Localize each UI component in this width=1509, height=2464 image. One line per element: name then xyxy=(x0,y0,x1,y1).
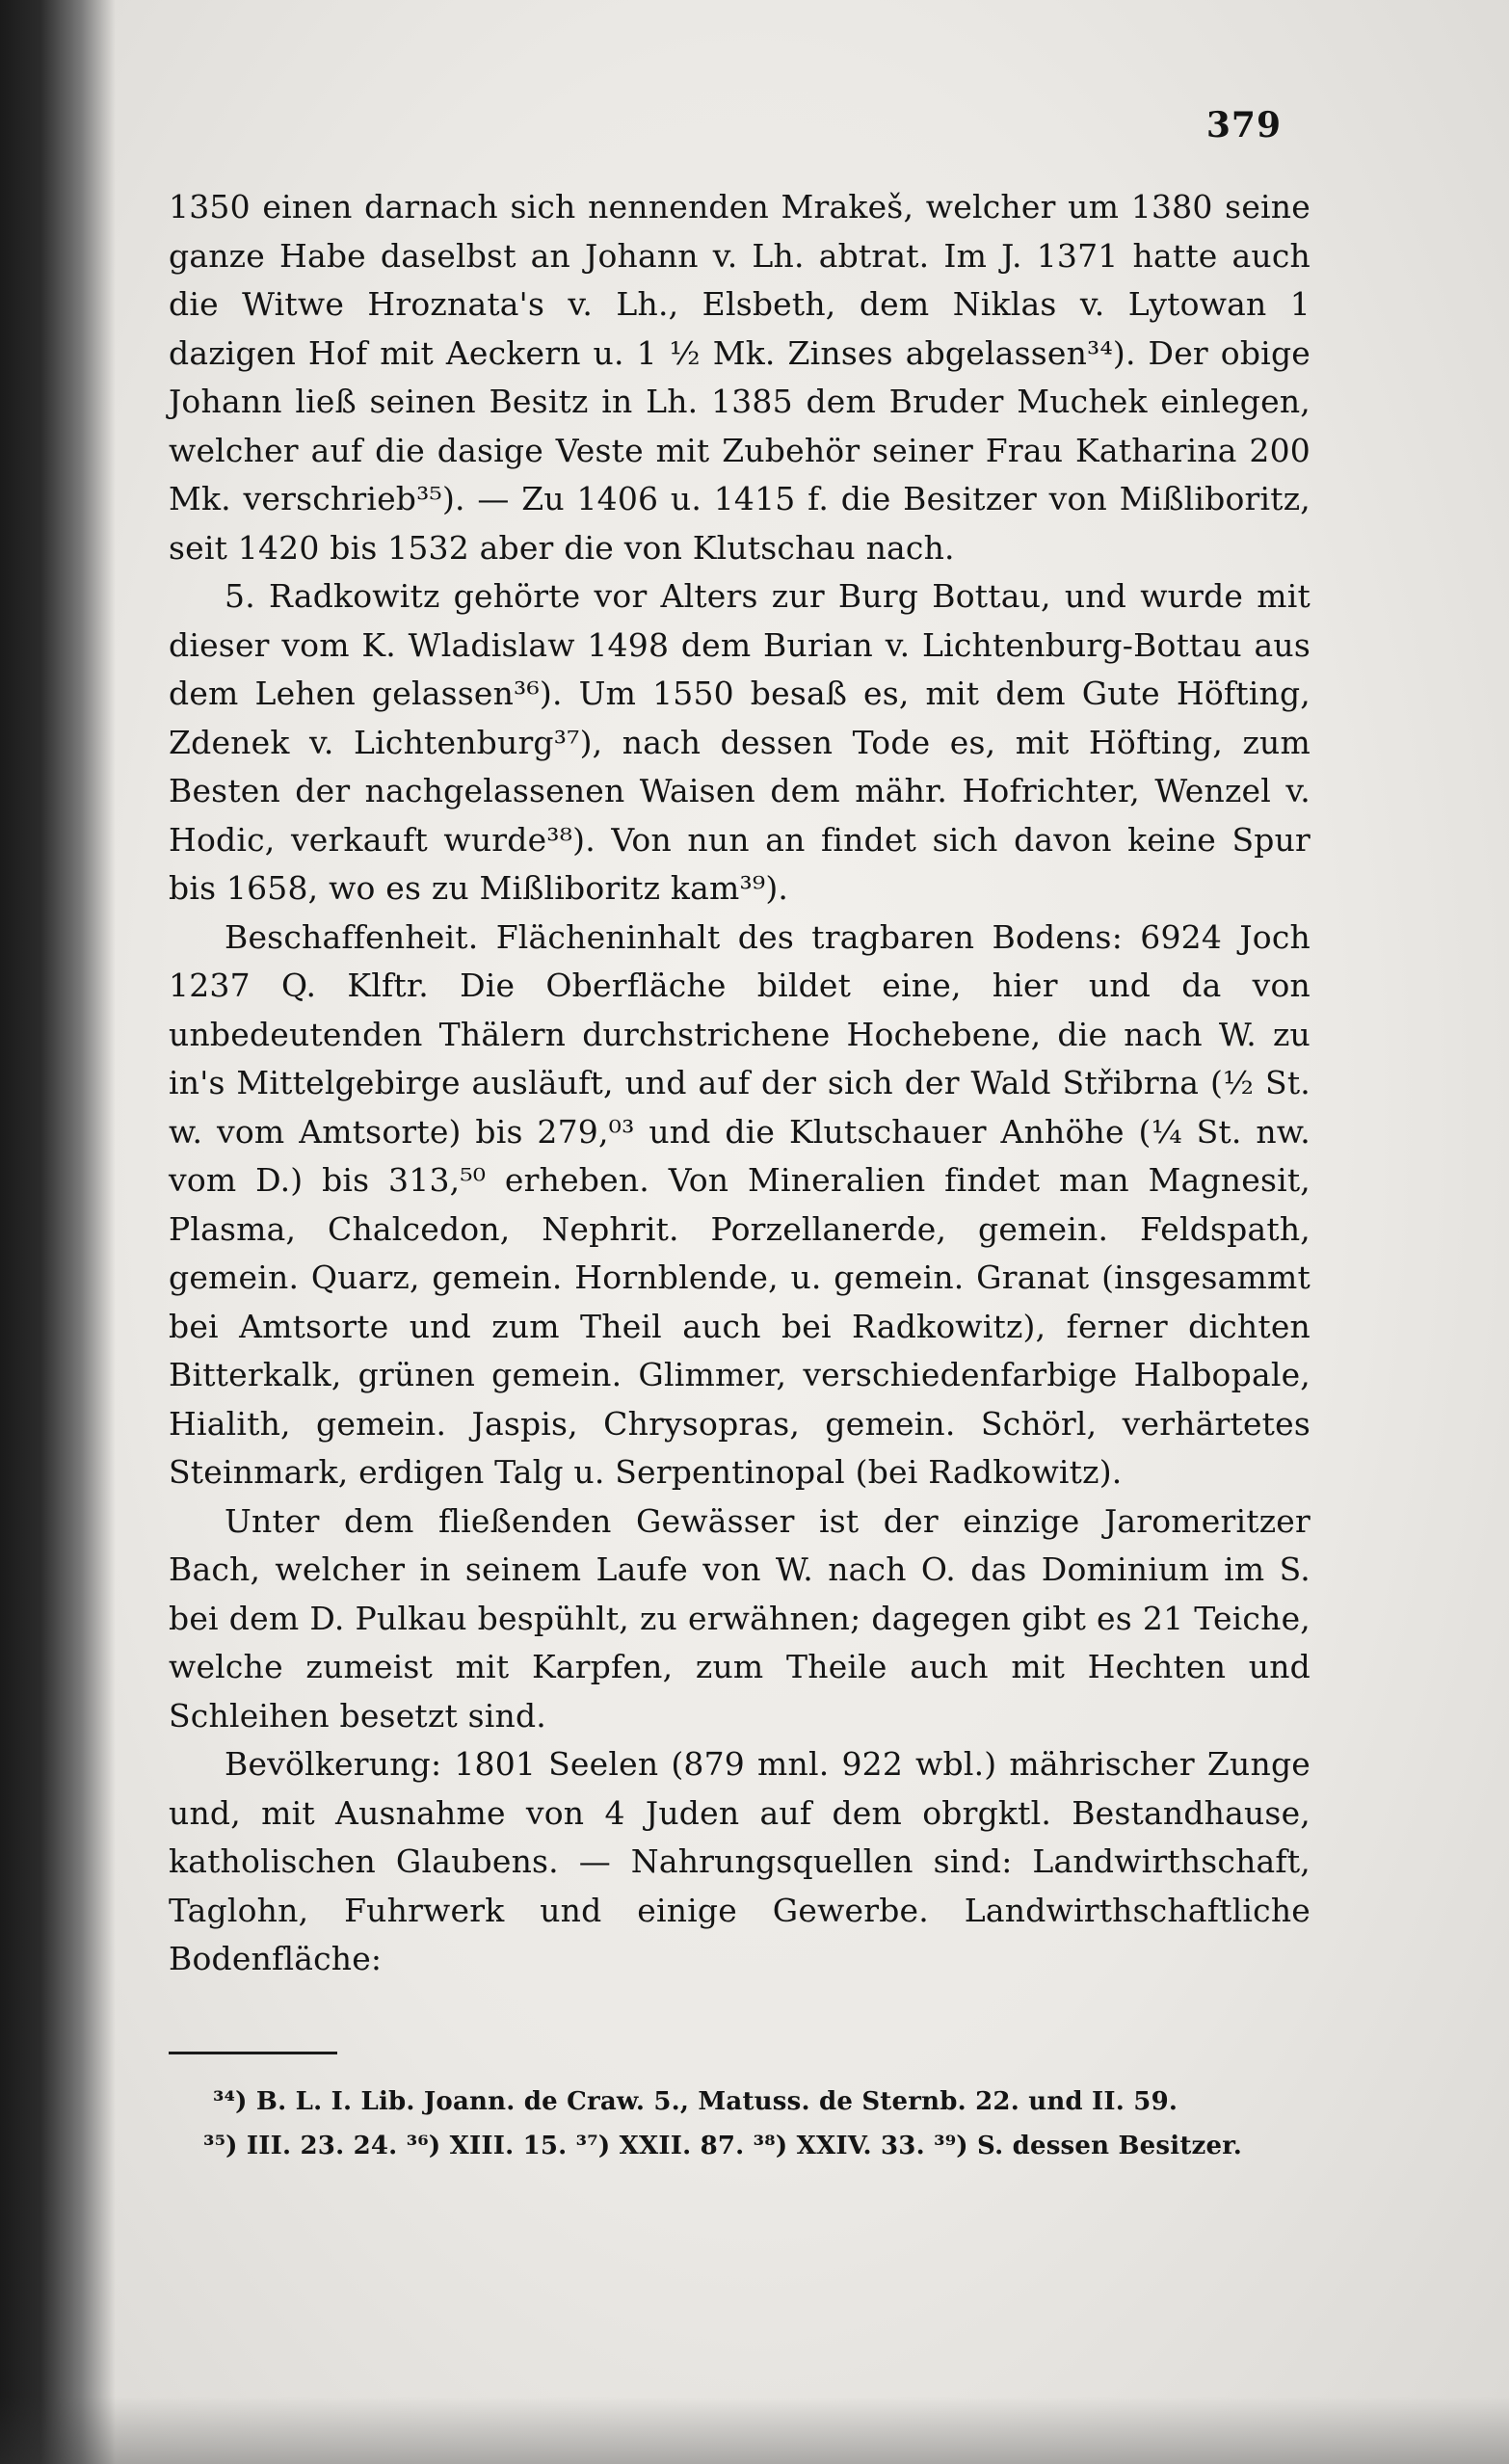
footnote-line: ³⁵) III. 23. 24. ³⁶) XIII. 15. ³⁷) XXII. 87. ³⁸) XXIV. 33. ³⁹) S. dessen Besitzer. xyxy=(203,2131,1242,2160)
page-number: 379 xyxy=(1205,105,1282,146)
book-binding-shadow xyxy=(0,0,116,2464)
body-text xyxy=(169,183,1310,1984)
footnote-separator xyxy=(169,2052,337,2054)
paragraph-radkowitz: 5. Radkowitz gehörte vor Alters zur Burg Bottau, und wurde mit dieser vom K. Wladislaw 1498 dem Burian v. Lichtenburg-Bottau aus dem Lehen gelassen³⁶). Um 1550 besaß es, mit dem Gute Höfting, Zdenek v. Lichtenburg³⁷), nach dessen Tode es, mit Höfting, zum Besten der nachgelassenen Waisen dem mähr. Hofrichter, Wenzel v. Hodic, verkauft wurde³⁸). Von nun an findet sich davon keine Spur bis 1658, wo es zu Mißliboritz kam³⁹). xyxy=(169,577,1310,907)
footnotes xyxy=(169,2080,1310,2168)
paragraph-beschaffenheit: Beschaffenheit. Flächeninhalt des tragbaren Bodens: 6924 Joch 1237 Q. Klftr. Die Oberfläche bildet eine, hier und da von unbedeutenden Thälern durchstrichene Hochebene, die nach W. zu in's Mittelgebirge ausläuft, und auf der sich der Wald Střibrna (½ St. w. vom Amtsorte) bis 279,⁰³ und die Klutschauer Anhöhe (¼ St. nw. vom D.) bis 313,⁵⁰ erheben. Von Mineralien findet man Magnesit, Plasma, Chalcedon, Nephrit. Porzellanerde, gemein. Feldspath, gemein. Quarz, gemein. Hornblende, u. gemein. Granat (insgesammt bei Amtsorte und zum Theil auch bei Radkowitz), ferner dichten Bitterkalk, grünen gemein. Glimmer, verschiedenfarbige Halbopale, Hialith, gemein. Jaspis, Chrysopras, gemein. Schörl, verhärtetes Steinmark, erdigen Talg u. Serpentinopal (bei Radkowitz). xyxy=(169,917,1310,1491)
paragraph-lukow-owners: 1350 einen darnach sich nennenden Mrakeš, welcher um 1380 seine ganze Habe daselbst an Johann v. Lh. abtrat. Im J. 1371 hatte auch die Witwe Hroznata's v. Lh., Elsbeth, dem Niklas v. Lytowan 1 dazigen Hof mit Aeckern u. 1 ½ Mk. Zinses abgelassen³⁴). Der obige Johann ließ seinen Besitz in Lh. 1385 dem Bruder Muchek einlegen, welcher auf die dasige Veste mit Zubehör seiner Frau Katharina 200 Mk. verschrieb³⁵). — Zu 1406 u. 1415 f. die Besitzer von Mißliboritz, seit 1420 bis 1532 aber die von Klutschau nach. xyxy=(169,188,1310,567)
paragraph-gewaesser: Unter dem fließenden Gewässer ist der einzige Jaromeritzer Bach, welcher in seinem Laufe von W. nach O. das Dominium im S. bei dem D. Pulkau bespühlt, zu erwähnen; dagegen gibt es 21 Teiche, welche zumeist mit Karpfen, zum Theile auch mit Hechten und Schleihen besetzt sind. xyxy=(169,1501,1310,1735)
page-content xyxy=(169,106,1310,2168)
paragraph-bevoelkerung: Bevölkerung: 1801 Seelen (879 mnl. 922 wbl.) mährischer Zunge und, mit Ausnahme von 4 Juden auf dem obrgktl. Bestandhause, katholischen Glaubens. — Nahrungsquellen sind: Landwirthschaft, Taglohn, Fuhrwerk und einige Gewerbe. Landwirthschaftliche Bodenfläche: xyxy=(169,1745,1310,1977)
page-bottom-shadow xyxy=(0,2397,1509,2464)
footnote-line: ³⁴) B. L. I. Lib. Joann. de Craw. 5., Matuss. de Sternb. 22. und II. 59. xyxy=(213,2086,1178,2116)
